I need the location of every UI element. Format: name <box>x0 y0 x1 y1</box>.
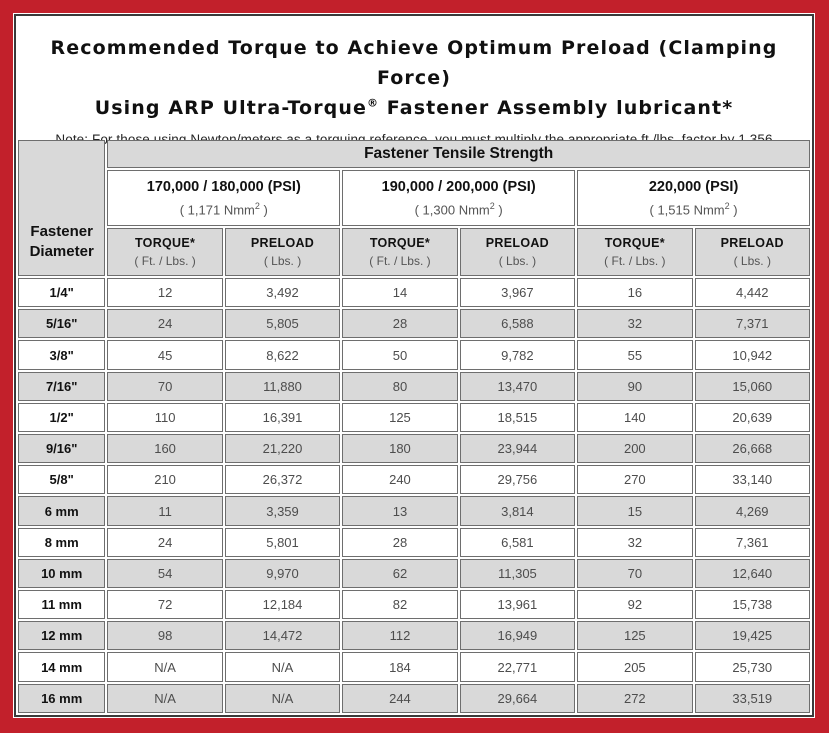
table-row <box>18 652 810 681</box>
title-block <box>16 16 812 138</box>
preload-col-header-2: PRELOAD ( Lbs. ) <box>460 228 575 276</box>
diameter-cell: 7/16" <box>18 372 105 401</box>
value-cell: 24 <box>107 528 222 557</box>
value-cell: 28 <box>342 309 457 338</box>
value-cell: 4,269 <box>695 496 810 525</box>
value-cell: 244 <box>342 684 457 713</box>
value-cell: 45 <box>107 340 222 369</box>
value-cell: 9,782 <box>460 340 575 369</box>
table-row <box>18 465 810 494</box>
header-row-units <box>18 228 810 276</box>
value-cell: 62 <box>342 559 457 588</box>
value-cell: 6,581 <box>460 528 575 557</box>
value-cell: 13 <box>342 496 457 525</box>
value-cell: 12 <box>107 278 222 307</box>
value-cell: 28 <box>342 528 457 557</box>
fastener-diameter-header <box>18 140 105 276</box>
value-cell: 72 <box>107 590 222 619</box>
value-cell: 125 <box>577 621 692 650</box>
value-cell: 7,371 <box>695 309 810 338</box>
value-cell: 82 <box>342 590 457 619</box>
value-cell: 13,961 <box>460 590 575 619</box>
table-row <box>18 496 810 525</box>
value-cell: 29,756 <box>460 465 575 494</box>
table-body <box>18 278 810 713</box>
value-cell: 112 <box>342 621 457 650</box>
value-cell: 15,738 <box>695 590 810 619</box>
value-cell: 21,220 <box>225 434 340 463</box>
table-row <box>18 309 810 338</box>
value-cell: 98 <box>107 621 222 650</box>
value-cell: 55 <box>577 340 692 369</box>
psi-group-header-1 <box>107 170 340 226</box>
nmm-label: ( 1,515 Nmm$^2$ ) <box>649 200 738 218</box>
value-cell: 13,470 <box>460 372 575 401</box>
value-cell: N/A <box>107 652 222 681</box>
value-cell: N/A <box>225 684 340 713</box>
value-cell: 5,801 <box>225 528 340 557</box>
table-row <box>18 559 810 588</box>
table-row <box>18 621 810 650</box>
value-cell: 33,519 <box>695 684 810 713</box>
registered-trademark-symbol: ® <box>366 96 380 110</box>
fastener-diameter-line2: Diameter <box>29 243 94 260</box>
value-cell: 15 <box>577 496 692 525</box>
value-cell: 8,622 <box>225 340 340 369</box>
value-cell: 5,805 <box>225 309 340 338</box>
document-title <box>16 33 812 123</box>
value-cell: 16,391 <box>225 403 340 432</box>
psi-label: 190,000 / 200,000 (PSI) <box>381 178 536 195</box>
diameter-cell: 14 mm <box>18 652 105 681</box>
value-cell: 180 <box>342 434 457 463</box>
value-cell: 125 <box>342 403 457 432</box>
value-cell: 25,730 <box>695 652 810 681</box>
value-cell: 4,442 <box>695 278 810 307</box>
value-cell: 15,060 <box>695 372 810 401</box>
value-cell: 272 <box>577 684 692 713</box>
value-cell: 70 <box>107 372 222 401</box>
title-line-2 <box>16 93 812 123</box>
preload-col-header-1: PRELOAD ( Lbs. ) <box>225 228 340 276</box>
document-content <box>14 14 814 717</box>
value-cell: 22,771 <box>460 652 575 681</box>
title-line-1: Recommended Torque to Achieve Optimum Preload (Clamping Force) <box>50 37 778 89</box>
value-cell: 90 <box>577 372 692 401</box>
value-cell: 3,359 <box>225 496 340 525</box>
table-row <box>18 403 810 432</box>
value-cell: 32 <box>577 309 692 338</box>
diameter-cell: 12 mm <box>18 621 105 650</box>
diameter-cell: 9/16" <box>18 434 105 463</box>
value-cell: 200 <box>577 434 692 463</box>
value-cell: 14,472 <box>225 621 340 650</box>
value-cell: 80 <box>342 372 457 401</box>
value-cell: 70 <box>577 559 692 588</box>
tensile-strength-header: Fastener Tensile Strength <box>107 140 810 168</box>
value-cell: 14 <box>342 278 457 307</box>
value-cell: 11 <box>107 496 222 525</box>
table-row <box>18 590 810 619</box>
value-cell: 3,492 <box>225 278 340 307</box>
table-row <box>18 278 810 307</box>
value-cell: 7,361 <box>695 528 810 557</box>
header-row-tensile <box>18 140 810 168</box>
title-line-2-end: Fastener Assembly lubricant* <box>379 97 734 119</box>
value-cell: 19,425 <box>695 621 810 650</box>
value-cell: 20,639 <box>695 403 810 432</box>
diameter-cell: 11 mm <box>18 590 105 619</box>
fastener-diameter-line1: Fastener <box>30 223 93 240</box>
psi-group-header-3 <box>577 170 810 226</box>
psi-group-header-2 <box>342 170 575 226</box>
value-cell: 6,588 <box>460 309 575 338</box>
value-cell: 29,664 <box>460 684 575 713</box>
diameter-cell: 8 mm <box>18 528 105 557</box>
value-cell: 3,967 <box>460 278 575 307</box>
torque-table <box>16 138 812 715</box>
value-cell: 240 <box>342 465 457 494</box>
value-cell: 110 <box>107 403 222 432</box>
nmm-label: ( 1,300 Nmm$^2$ ) <box>414 200 503 218</box>
table-row <box>18 684 810 713</box>
diameter-cell: 6 mm <box>18 496 105 525</box>
value-cell: 18,515 <box>460 403 575 432</box>
value-cell: 3,814 <box>460 496 575 525</box>
value-cell: 92 <box>577 590 692 619</box>
value-cell: 270 <box>577 465 692 494</box>
value-cell: 205 <box>577 652 692 681</box>
value-cell: 11,880 <box>225 372 340 401</box>
diameter-cell: 5/8" <box>18 465 105 494</box>
value-cell: 32 <box>577 528 692 557</box>
value-cell: N/A <box>225 652 340 681</box>
value-cell: 160 <box>107 434 222 463</box>
value-cell: 33,140 <box>695 465 810 494</box>
table-row <box>18 340 810 369</box>
diameter-cell: 5/16" <box>18 309 105 338</box>
psi-label: 220,000 (PSI) <box>648 178 739 195</box>
value-cell: 210 <box>107 465 222 494</box>
value-cell: 140 <box>577 403 692 432</box>
value-cell: 9,970 <box>225 559 340 588</box>
table-row <box>18 434 810 463</box>
diameter-cell: 10 mm <box>18 559 105 588</box>
value-cell: 23,944 <box>460 434 575 463</box>
preload-col-header-3: PRELOAD ( Lbs. ) <box>695 228 810 276</box>
table-header <box>18 140 810 276</box>
value-cell: 50 <box>342 340 457 369</box>
value-cell: 26,372 <box>225 465 340 494</box>
torque-col-header-3: TORQUE* ( Ft. / Lbs. ) <box>577 228 692 276</box>
title-line-2-start: Using ARP Ultra-Torque <box>94 97 367 119</box>
nmm-label: ( 1,171 Nmm$^2$ ) <box>179 200 268 218</box>
table-row <box>18 372 810 401</box>
value-cell: 16 <box>577 278 692 307</box>
diameter-cell: 1/2" <box>18 403 105 432</box>
value-cell: 24 <box>107 309 222 338</box>
table-row <box>18 528 810 557</box>
value-cell: 10,942 <box>695 340 810 369</box>
value-cell: N/A <box>107 684 222 713</box>
value-cell: 184 <box>342 652 457 681</box>
value-cell: 26,668 <box>695 434 810 463</box>
value-cell: 11,305 <box>460 559 575 588</box>
value-cell: 12,184 <box>225 590 340 619</box>
diameter-cell: 3/8" <box>18 340 105 369</box>
value-cell: 12,640 <box>695 559 810 588</box>
diameter-cell: 1/4" <box>18 278 105 307</box>
header-row-psi <box>18 170 810 226</box>
value-cell: 54 <box>107 559 222 588</box>
psi-label: 170,000 / 180,000 (PSI) <box>146 178 301 195</box>
value-cell: 16,949 <box>460 621 575 650</box>
torque-col-header-2: TORQUE* ( Ft. / Lbs. ) <box>342 228 457 276</box>
diameter-cell: 16 mm <box>18 684 105 713</box>
torque-col-header-1: TORQUE* ( Ft. / Lbs. ) <box>107 228 222 276</box>
